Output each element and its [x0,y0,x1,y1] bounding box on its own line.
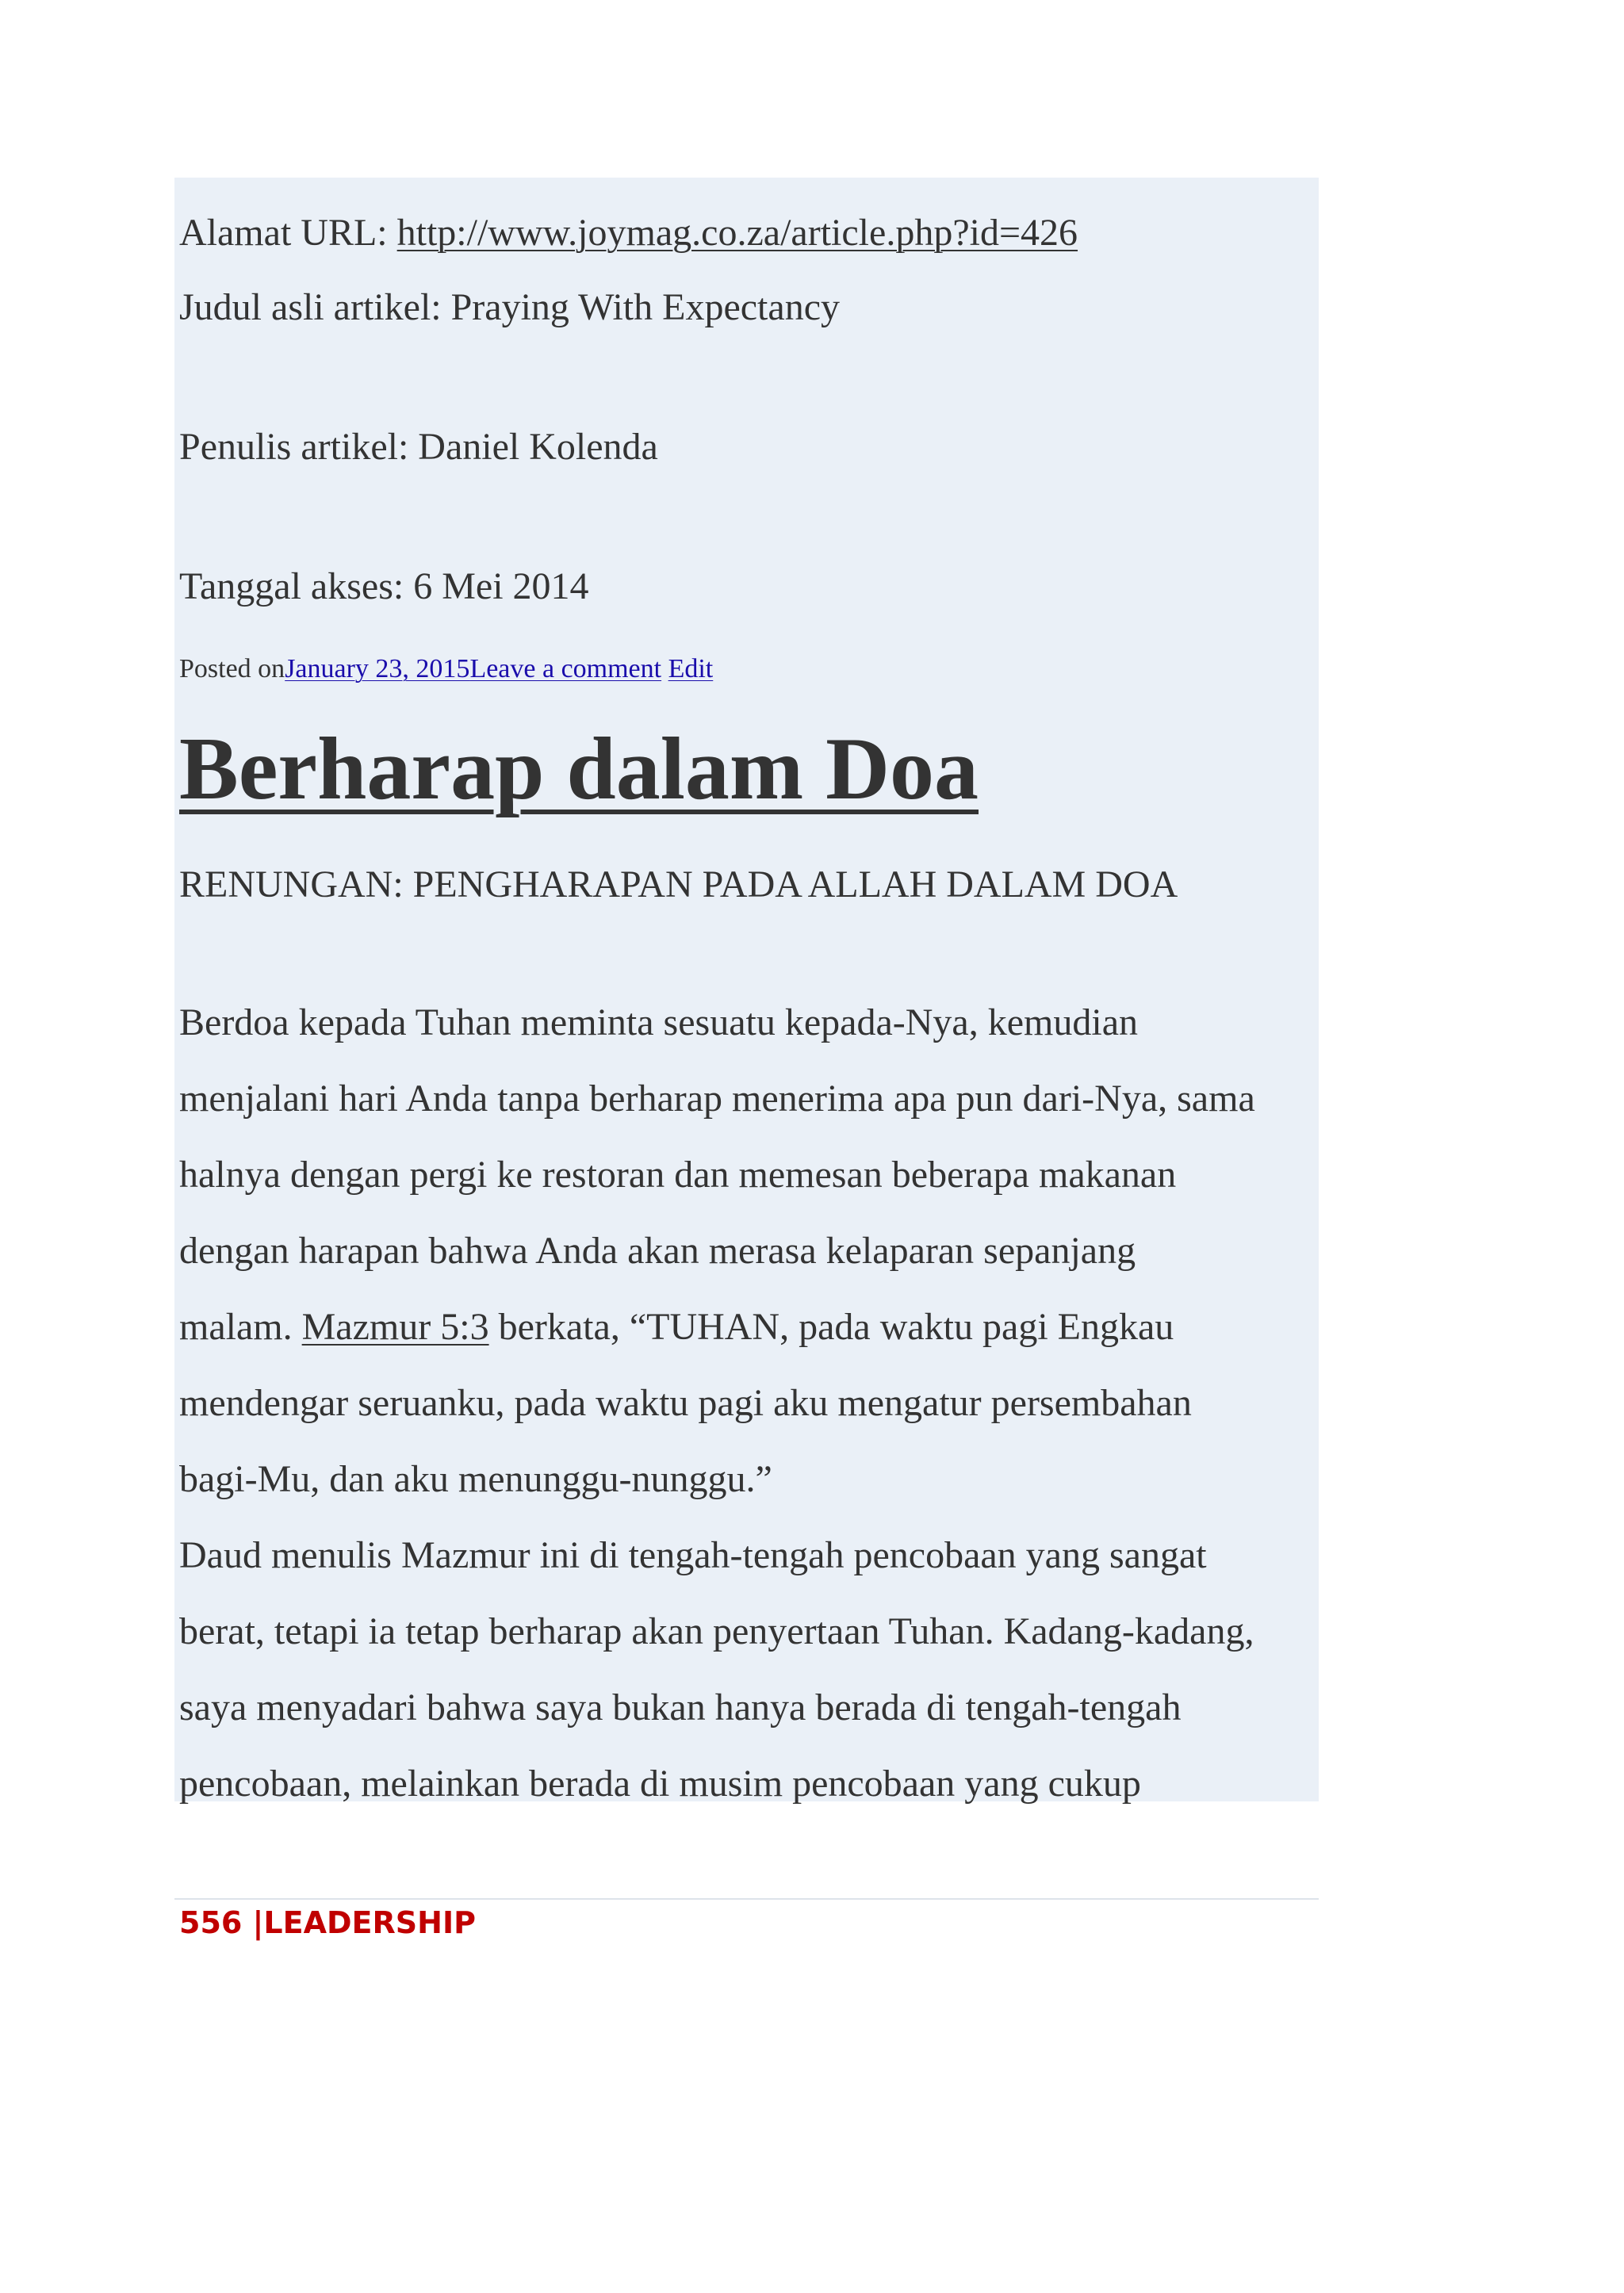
body-line: menjalani hari Anda tanpa berharap menerima apa pun dari-Nya, sama [179,1078,1255,1120]
leave-comment-link[interactable]: Leave a comment [469,654,662,683]
author-line: Penulis artikel: Daniel Kolenda [179,426,658,468]
access-date-line: Tanggal akses: 6 Mei 2014 [179,565,589,607]
body-line: pencobaan, melainkan berada di musim pencobaan yang cukup [179,1763,1141,1805]
body-line: berat, tetapi ia tetap berharap akan penyertaan Tuhan. Kadang-kadang, [179,1610,1254,1652]
verse-before: malam. [179,1306,302,1348]
original-title-line: Judul asli artikel: Praying With Expectancy [179,286,840,328]
post-meta [179,652,713,687]
body-line: saya menyadari bahwa saya bukan hanya berada di tengah-tengah [179,1686,1182,1728]
post-date-link[interactable]: January 23, 2015 [285,654,470,683]
body-line-verse [179,1303,1174,1351]
source-url-link[interactable]: http://www.joymag.co.za/article.php?id=426 [396,212,1078,254]
body-line: mendengar seruanku, pada waktu pagi aku mengatur persembahan [179,1382,1192,1424]
article-title[interactable]: Berharap dalam Doa [179,720,979,818]
body-line: halnya dengan pergi ke restoran dan memesan beberapa makanan [179,1154,1177,1196]
posted-on-label: Posted on [179,654,285,683]
verse-link[interactable]: Mazmur 5:3 [301,1306,489,1348]
article-subtitle: RENUNGAN: PENGHARAPAN PADA ALLAH DALAM DOA [179,863,1178,905]
url-line [179,209,1078,257]
url-label: Alamat URL: [179,212,397,254]
body-line: dengan harapan bahwa Anda akan merasa kelaparan sepanjang [179,1230,1136,1272]
edit-link[interactable]: Edit [668,654,714,683]
body-line: Berdoa kepada Tuhan meminta sesuatu kepada-Nya, kemudian [179,1001,1138,1043]
body-line: bagi-Mu, dan aku menunggu-nunggu.” [179,1458,772,1500]
footer-divider [174,1898,1319,1900]
body-line: Daud menulis Mazmur ini di tengah-tengah pencobaan yang sangat [179,1534,1207,1576]
verse-after: berkata, “TUHAN, pada waktu pagi Engkau [488,1306,1174,1348]
page-footer: 556 |LEADERSHIP [179,1905,476,1940]
